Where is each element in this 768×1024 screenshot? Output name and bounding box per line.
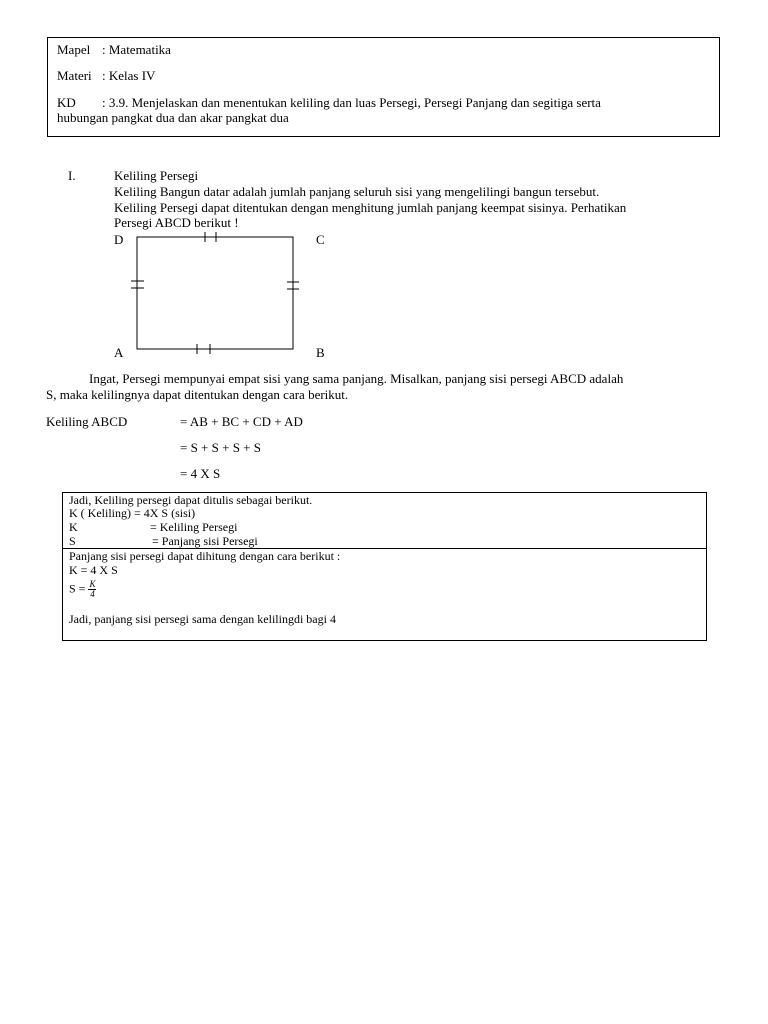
label-b: B xyxy=(316,345,325,360)
label-d: D xyxy=(114,232,124,247)
materi-label: Materi xyxy=(57,68,92,83)
section-title: Keliling Persegi xyxy=(114,168,199,183)
mapel-label: Mapel xyxy=(57,42,91,57)
fraction-numerator: K xyxy=(89,579,96,589)
kd-value: : 3.9. Menjelaskan dan menentukan keliling dan luas Persegi, Persegi Panjang dan segitiga serta xyxy=(102,95,601,110)
section-line-1: Keliling Bangun datar adalah jumlah panjang seluruh sisi yang mengelilingi bangun tersebut. xyxy=(114,184,600,199)
formula-step-1: = AB + BC + CD + AD xyxy=(180,414,303,429)
fraction-k-over-4 xyxy=(88,580,96,599)
box1-s-label: S xyxy=(69,534,76,548)
box1-k-label: K xyxy=(69,520,78,534)
formula-step-2: = S + S + S + S xyxy=(180,440,261,455)
box1-line-1: Jadi, Keliling persegi dapat ditulis sebagai berikut. xyxy=(69,493,313,507)
box2-s-formula xyxy=(69,580,96,599)
box1-s-def: = Panjang sisi Persegi xyxy=(152,534,258,548)
fraction-denominator: 4 xyxy=(90,589,95,599)
section-number: I. xyxy=(68,168,76,183)
materi-value: : Kelas IV xyxy=(102,68,156,83)
formula-label: Keliling ABCD xyxy=(46,414,128,429)
kd-label: KD xyxy=(57,95,76,110)
box1-k-def: = Keliling Persegi xyxy=(150,520,238,534)
paragraph-line-2: S, maka kelilingnya dapat ditentukan dengan cara berikut. xyxy=(46,387,349,402)
square-abcd xyxy=(137,237,293,349)
box2-line-2: K = 4 X S xyxy=(69,563,118,577)
paragraph-line-1: Ingat, Persegi mempunyai empat sisi yang sama panjang. Misalkan, panjang sisi persegi ABCD adalah xyxy=(89,371,624,386)
box2-s-prefix: S = xyxy=(69,581,86,596)
box2-conclusion: Jadi, panjang sisi persegi sama dengan kelilingdi bagi 4 xyxy=(69,612,336,626)
mapel-value: : Matematika xyxy=(102,42,171,57)
section-line-2: Keliling Persegi dapat ditentukan dengan menghitung jumlah panjang keempat sisinya. Perhatikan xyxy=(114,200,627,215)
square-diagram xyxy=(125,228,305,358)
label-c: C xyxy=(316,232,325,247)
kd-value-cont: hubungan pangkat dua dan akar pangkat dua xyxy=(57,110,289,125)
section-line-3: Persegi ABCD berikut ! xyxy=(114,215,239,230)
box2-line-1: Panjang sisi persegi dapat dihitung dengan cara berikut : xyxy=(69,549,341,563)
label-a: A xyxy=(114,345,124,360)
box1-line-2: K ( Keliling) = 4X S (sisi) xyxy=(69,506,196,520)
formula-step-3: = 4 X S xyxy=(180,466,221,481)
